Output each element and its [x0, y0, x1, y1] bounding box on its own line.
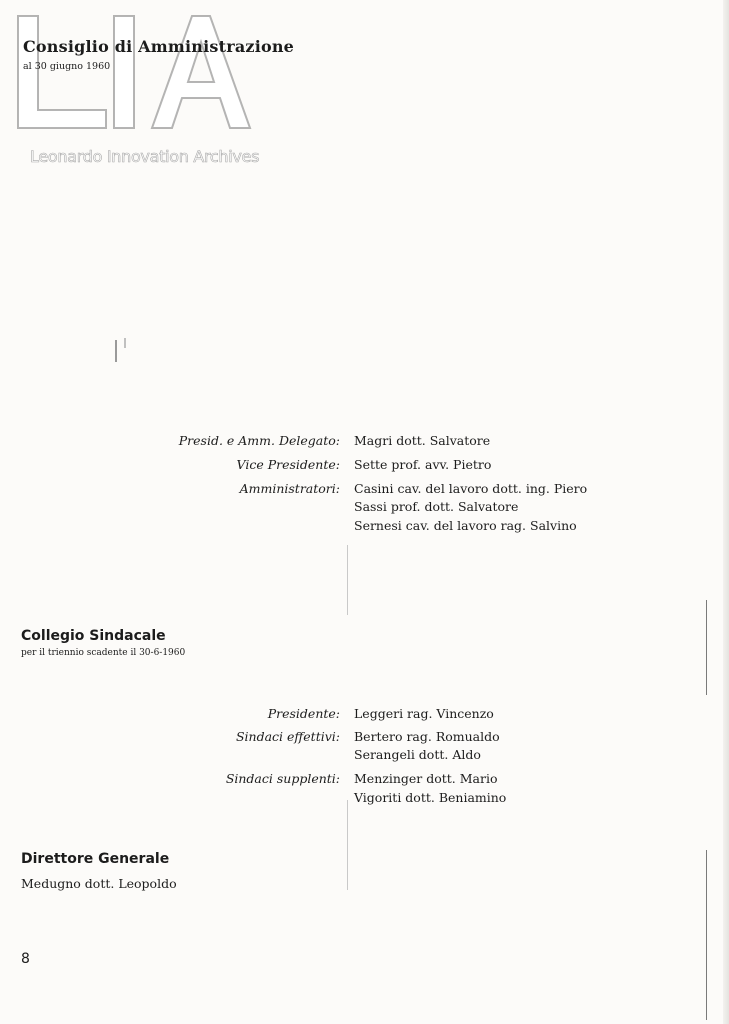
- member-name: Leggeri rag. Vincenzo: [354, 706, 494, 721]
- role-label: Vice Presidente:: [236, 457, 340, 472]
- role-label: Presidente:: [267, 706, 340, 721]
- member-name: Magri dott. Salvatore: [354, 433, 491, 448]
- scan-speck: [115, 340, 117, 362]
- member-name: Sernesi cav. del lavoro rag. Salvino: [354, 518, 577, 533]
- page-number: 8: [21, 951, 30, 967]
- watermark-caption: Leonardo Innovation Archives: [30, 147, 260, 166]
- fold-mark: [347, 545, 348, 615]
- member-name: Sette prof. avv. Pietro: [354, 457, 492, 472]
- section-title-direttore: Direttore Generale: [21, 851, 170, 867]
- page-edge: [723, 0, 729, 1024]
- member-name: Vigoriti dott. Beniamino: [354, 790, 507, 805]
- member-name: Menzinger dott. Mario: [354, 771, 498, 786]
- page-title: Consiglio di Amministrazione: [23, 37, 295, 56]
- scan-edge-mark: [706, 600, 707, 695]
- direttore-name: Medugno dott. Leopoldo: [21, 876, 177, 891]
- fold-mark: [347, 800, 348, 890]
- scan-edge-mark: [706, 850, 707, 1020]
- section-subtitle-collegio: per il triennio scadente il 30-6-1960: [21, 648, 186, 658]
- watermark: [14, 12, 260, 166]
- page-subtitle: al 30 giugno 1960: [23, 61, 111, 72]
- role-label: Sindaci effettivi:: [235, 729, 340, 744]
- member-name: Serangeli dott. Aldo: [354, 747, 481, 762]
- member-name: Sassi prof. dott. Salvatore: [354, 499, 519, 514]
- role-label: Amministratori:: [239, 481, 340, 496]
- section-title-collegio: Collegio Sindacale: [21, 628, 166, 644]
- member-name: Bertero rag. Romualdo: [354, 729, 500, 744]
- lia-logo-icon: [14, 12, 254, 137]
- member-name: Casini cav. del lavoro dott. ing. Piero: [354, 481, 588, 496]
- role-label: Sindaci supplenti:: [225, 771, 340, 786]
- scan-speck: [124, 338, 126, 348]
- role-label: Presid. e Amm. Delegato:: [178, 433, 340, 448]
